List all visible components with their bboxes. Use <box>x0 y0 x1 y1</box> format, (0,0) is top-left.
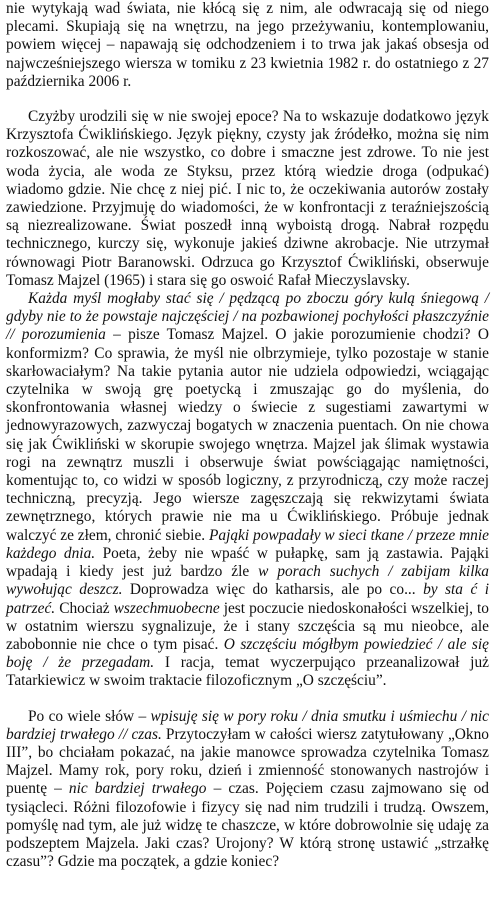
text-run: Poeta, żeby nie wpaść w pułapkę, sam ją zastawia. Pająki wpadają i kiedy jest już bardzo źle <box>6 544 489 581</box>
text-run: – czas. Pojęciem czasu zajmowano się od tysiącleci. Różni filozofowie i fizycy się nad nim trudzili i trudzą. Owszem, pomyślę nad tym, ale już widzę te chaszcze, w które dobrowolnie się udaję za podszeptem Majzela. Jaki czas? Urojony? W którą stronę ustawić „strzałkę czasu”? Gdzie ma początek, a gdzie koniec? <box>6 780 489 871</box>
italic-quote-run: w porach suchych / zabijam kilka wywołując deszcz. <box>6 563 489 599</box>
text-run: Chociaż <box>55 599 114 617</box>
body-paragraph <box>6 0 489 91</box>
italic-quote-run: by sta ć i patrzeć. <box>6 581 489 617</box>
italic-quote-run: wszechmuobecne <box>113 599 220 617</box>
text-run: I racja, temat wyczerpująco przeanalizował już Tatarkiewicz w swoim traktacie filozoficznym „O szczęściu”. <box>6 654 489 690</box>
text-run: Po co wiele słów – <box>28 707 151 725</box>
italic-quote-run: nic bardziej trwałego <box>68 780 207 798</box>
body-paragraph <box>6 708 489 872</box>
text-run: nie wytykają wad świata, nie kłócą się z nim, ale odwracają się od niego plecami. Skupiają się na wnętrzu, na jego przeżywaniu, kontemplowaniu, powiem więcej – napawają się odchodzeniem i to trwa jak jakaś obsesja od najwcześniejszego wiersza w tomiku z 23 kwietnia 1982 r. do ostatniego z 27 października 2006 r. <box>6 0 489 90</box>
text-run: Doprowadza więc do katharsis, ale po co... <box>122 581 424 599</box>
text-run: – pisze Tomasz Majzel. O jakie porozumienie chodzi? O konformizm? Co sprawia, że myśl nie olbrzymieje, tylko pozostaje w stanie skarłowaciałym? Na takie pytania autor nie udziela odpowiedzi, wciągając czytelnika w swoją grę poetycką i zmuszając go do myślenia, do skonfrontowania własnej wiedzy o świecie z sugestiami zawartymi w jednowyrazowych, zazwyczaj bogatych w znaczenia puentach. On nie chowa się jak Ćwikliński w skorupie swojego wnętrza. Majzel jak ślimak wystawia rogi na zewnątrz muszli i obserwuje świat powściągając namiętności, komentując to, co widzi w sposób logiczny, z przyrodniczą, czy może raczej techniczną, precyzją. Jego wiersze zagęszczają się rekwizytami świata zewnętrznego, których prawie nie ma u Ćwiklińskiego. Próbuje jednak walczyć ze złem, chronić siebie. <box>6 326 489 544</box>
text-run: Czyżby urodzili się w nie swojej epoce? Na to wskazuje dodatkowo język Krzysztofa Ćwiklińskiego. Język piękny, czysty jak źródełko, można się nim rozkoszować, ale nie wszystko, co dobre i smaczne jest zdrowe. To nie jest woda życia, ale woda ze Styksu, przez którą wiedzie droga (odpukać) wiadomo gdzie. Nie chcę z niej pić. I nic to, że oczekiwania autorów zostały zawiedzione. Przyjmuję do wiadomości, że w konfrontacji z teraźniejszością są niezrealizowane. Świat poszedł inną wyboistą drogą. Nabrał rozpędu technicznego, kurczy się, wykonuje jakieś dziwne akrobacje. Nie utrzymał równowagi Piotr Baranowski. Odrzuca go Krzysztof Ćwikliński, obserwuje Tomasz Majzel (1965) i stara się go oswoić Rafał Mieczyslavsky. <box>6 108 489 289</box>
body-paragraph <box>6 108 489 290</box>
text-run: Przytoczyłam w całości wiersz zatytułowany „Okno III”, bo chciałam pokazać, na jakie manowce sprowadza czytelnika Tomasz Majzel. Mamy rok, pory roku, dzień i zmienność stonowanych nastrojów i puentę – <box>6 725 489 798</box>
italic-quote-run: Każda myśl mogłaby stać się / pędzącą po zboczu góry kulą śniegową / gdyby nie to że powstaje najczęściej / na pozbawionej pochyłości płaszczyźnie // porozumienia <box>6 290 489 344</box>
text-run: jest poczucie niedoskonałości wszelkiej, to w ostatnim wierszu sygnalizuje, że i stany szczęścia są mu nieobce, ale zabobonnie nie chce o tym pisać. <box>6 599 489 653</box>
body-paragraph <box>6 290 489 690</box>
italic-quote-run: O szczęściu mógłbym powiedzieć / ale się boję / że przegadam. <box>6 635 489 672</box>
italic-quote-run: Pająki powpadały w sieci tkane / przeze mnie każdego dnia. <box>6 526 489 562</box>
italic-quote-run: wpisuję się w pory roku / dnia smutku i uśmiechu / nic bardziej trwałego // czas. <box>6 707 489 743</box>
